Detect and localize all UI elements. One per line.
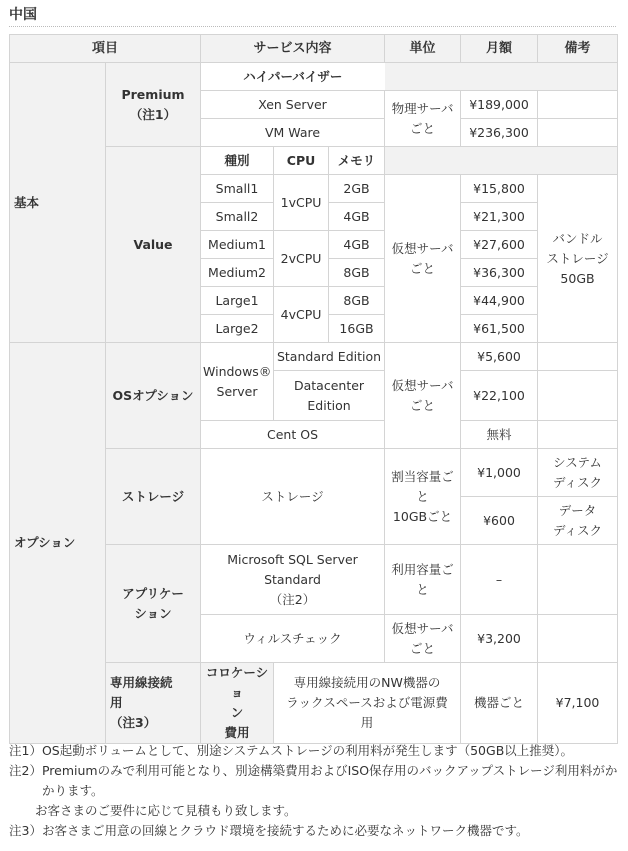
col-cpu-header: CPU — [274, 147, 329, 175]
hypervisor-header: ハイパーバイザー — [201, 63, 385, 91]
unit-line: ごと — [410, 640, 436, 656]
instance-mem: 4GB — [329, 203, 385, 231]
remark-cell — [538, 371, 618, 421]
windows-datacenter — [274, 371, 385, 421]
premium-label — [106, 63, 201, 147]
datacenter-line: Datacenter — [293, 377, 365, 393]
value-header-filler — [385, 147, 618, 175]
price-cell: ¥61,500 — [461, 315, 538, 343]
unit-line: 10GBごと — [392, 508, 453, 524]
colocation-label-line: 費用 — [224, 725, 250, 740]
note-text: お客さまご用意の回線とクラウド環境を接続するために必要なネットワーク機器です。 — [41, 823, 529, 838]
os-option-label: OSオプション — [106, 343, 201, 449]
unit-line: 物理サーバ — [391, 100, 454, 116]
price-cell: ¥44,900 — [461, 287, 538, 315]
note-text: Premiumのみで利用可能となり、別途構築費用およびISO保存用のバックアップストレージ利用料がかかります。 — [41, 763, 618, 798]
application-label — [106, 545, 201, 663]
instance-mem: 8GB — [329, 259, 385, 287]
sql-line: （注2） — [269, 591, 316, 607]
remark-cell — [538, 119, 618, 147]
windows-line: Windows® — [203, 363, 272, 379]
note-3 — [9, 821, 619, 841]
instance-cpu: 1vCPU — [274, 175, 329, 231]
note-text: OS起動ボリュームとして、別途システムストレージの利用料が発生します（50GB以上推奨）。 — [41, 743, 574, 758]
colocation-desc-line: 用 — [360, 715, 374, 730]
col-mem-header: メモリ — [329, 147, 385, 175]
unit-line: 割当容量ご — [391, 468, 454, 484]
windows-server — [201, 343, 274, 421]
instance-mem: 2GB — [329, 175, 385, 203]
header-remarks: 備考 — [538, 35, 618, 63]
remark-cell — [538, 449, 618, 497]
note-2-sub: お客さまのご要件に応じて見積もり致します。 — [35, 803, 297, 818]
datacenter-line: Edition — [307, 397, 351, 413]
unit-line: 仮想サーバ — [391, 240, 454, 256]
price-cell: ¥36,300 — [461, 259, 538, 287]
price-cell: – — [461, 545, 538, 615]
unit-line: 仮想サーバ — [391, 377, 454, 393]
category-dedicated — [106, 663, 201, 744]
instance-type: Large1 — [201, 287, 274, 315]
unit-line: と — [416, 488, 429, 504]
header-unit: 単位 — [385, 35, 461, 63]
table-row — [10, 63, 618, 91]
colocation-desc-line: 専用線接続用のNW機器の — [293, 675, 441, 690]
unit-line: ごと — [410, 260, 436, 276]
note-tag: 注3） — [9, 823, 42, 838]
unit-line: ごと — [410, 397, 436, 413]
notes — [9, 741, 619, 841]
category-basic: 基本 — [10, 63, 106, 343]
price-cell: ¥3,200 — [461, 615, 538, 663]
application-label-line: アプリケー — [122, 585, 184, 601]
title-divider — [9, 26, 616, 27]
instance-type: Medium2 — [201, 259, 274, 287]
remark-line: バンドル — [552, 230, 603, 246]
remark-line: ディスク — [553, 474, 603, 490]
instance-mem: 16GB — [329, 315, 385, 343]
remark-cell — [538, 615, 618, 663]
instance-mem: 4GB — [329, 231, 385, 259]
price-cell: ¥21,300 — [461, 203, 538, 231]
table-row — [10, 343, 618, 371]
centos: Cent OS — [201, 421, 385, 449]
price-cell: ¥189,000 — [461, 91, 538, 119]
sql-unit — [385, 545, 461, 615]
instance-cpu: 2vCPU — [274, 231, 329, 287]
header-service: サービス内容 — [201, 35, 385, 63]
unit-line: 仮想サーバ — [391, 620, 454, 636]
remark-line: データ — [558, 502, 597, 518]
premium-unit — [385, 91, 461, 147]
instance-cpu: 4vCPU — [274, 287, 329, 343]
note-2 — [9, 761, 619, 801]
os-unit — [385, 343, 461, 449]
table-header-row — [10, 35, 618, 63]
price-cell: ¥22,100 — [461, 371, 538, 421]
application-label-line: ション — [134, 605, 172, 621]
header-monthly: 月額 — [461, 35, 538, 63]
value-label: Value — [106, 147, 201, 343]
remark-line: システム — [553, 454, 602, 470]
remark-cell — [538, 497, 618, 545]
section-title: 中国 — [9, 7, 37, 23]
windows-line: Server — [216, 383, 258, 399]
price-cell: 無料 — [461, 421, 538, 449]
instance-type: Medium1 — [201, 231, 274, 259]
price-cell: ¥27,600 — [461, 231, 538, 259]
dedicated-label-line: 専用線接続 — [110, 675, 173, 690]
storage-unit — [385, 449, 461, 545]
colocation-label — [201, 663, 274, 744]
price-cell: ¥600 — [461, 497, 538, 545]
category-option: オプション — [10, 343, 106, 744]
remark-cell — [538, 91, 618, 119]
sql-line: Standard — [264, 571, 321, 587]
value-unit — [385, 175, 461, 343]
note-1 — [9, 741, 619, 761]
instance-mem: 8GB — [329, 287, 385, 315]
price-cell: ¥15,800 — [461, 175, 538, 203]
instance-type: Small2 — [201, 203, 274, 231]
pricing-table — [9, 34, 618, 744]
instance-type: Small1 — [201, 175, 274, 203]
premium-label-line: （注1） — [129, 106, 177, 122]
hypervisor-name: Xen Server — [201, 91, 385, 119]
dedicated-label-line: 用 — [110, 695, 123, 710]
dedicated-label-line: （注3） — [110, 715, 157, 730]
remark-line: ディスク — [553, 522, 603, 538]
hypervisor-name: VM Ware — [201, 119, 385, 147]
virus-check: ウィルスチェック — [201, 615, 385, 663]
price-cell: ¥236,300 — [461, 119, 538, 147]
unit-line: ごと — [410, 120, 436, 136]
col-type-header: 種別 — [201, 147, 274, 175]
value-remark — [538, 175, 618, 343]
sql-server — [201, 545, 385, 615]
remark-line: ストレージ — [546, 250, 609, 266]
sql-line: Microsoft SQL Server — [227, 551, 358, 567]
colocation-label-line: ン — [230, 705, 244, 720]
remark-cell — [538, 421, 618, 449]
colocation-label-line: コロケーショ — [205, 665, 269, 700]
header-item: 項目 — [10, 35, 201, 63]
colocation-unit: 機器ごと — [461, 663, 538, 744]
windows-standard: Standard Edition — [274, 343, 385, 371]
colocation-description — [274, 663, 461, 744]
virus-unit — [385, 615, 461, 663]
note-tag: 注2） — [9, 763, 42, 778]
remark-cell — [538, 545, 618, 615]
premium-label-line: Premium — [121, 86, 185, 102]
storage-service: ストレージ — [201, 449, 385, 545]
unit-line: と — [416, 581, 429, 597]
remark-line: 50GB — [560, 270, 595, 286]
colocation-desc-line: ラックスペースおよび電源費 — [286, 695, 448, 710]
remark-cell — [538, 343, 618, 371]
hypervisor-header-filler — [385, 63, 618, 91]
instance-type: Large2 — [201, 315, 274, 343]
storage-label: ストレージ — [106, 449, 201, 545]
price-cell: ¥5,600 — [461, 343, 538, 371]
unit-line: 利用容量ご — [391, 561, 454, 577]
note-tag: 注1） — [9, 743, 42, 758]
price-cell: ¥1,000 — [461, 449, 538, 497]
price-cell: ¥7,100 — [538, 663, 618, 744]
